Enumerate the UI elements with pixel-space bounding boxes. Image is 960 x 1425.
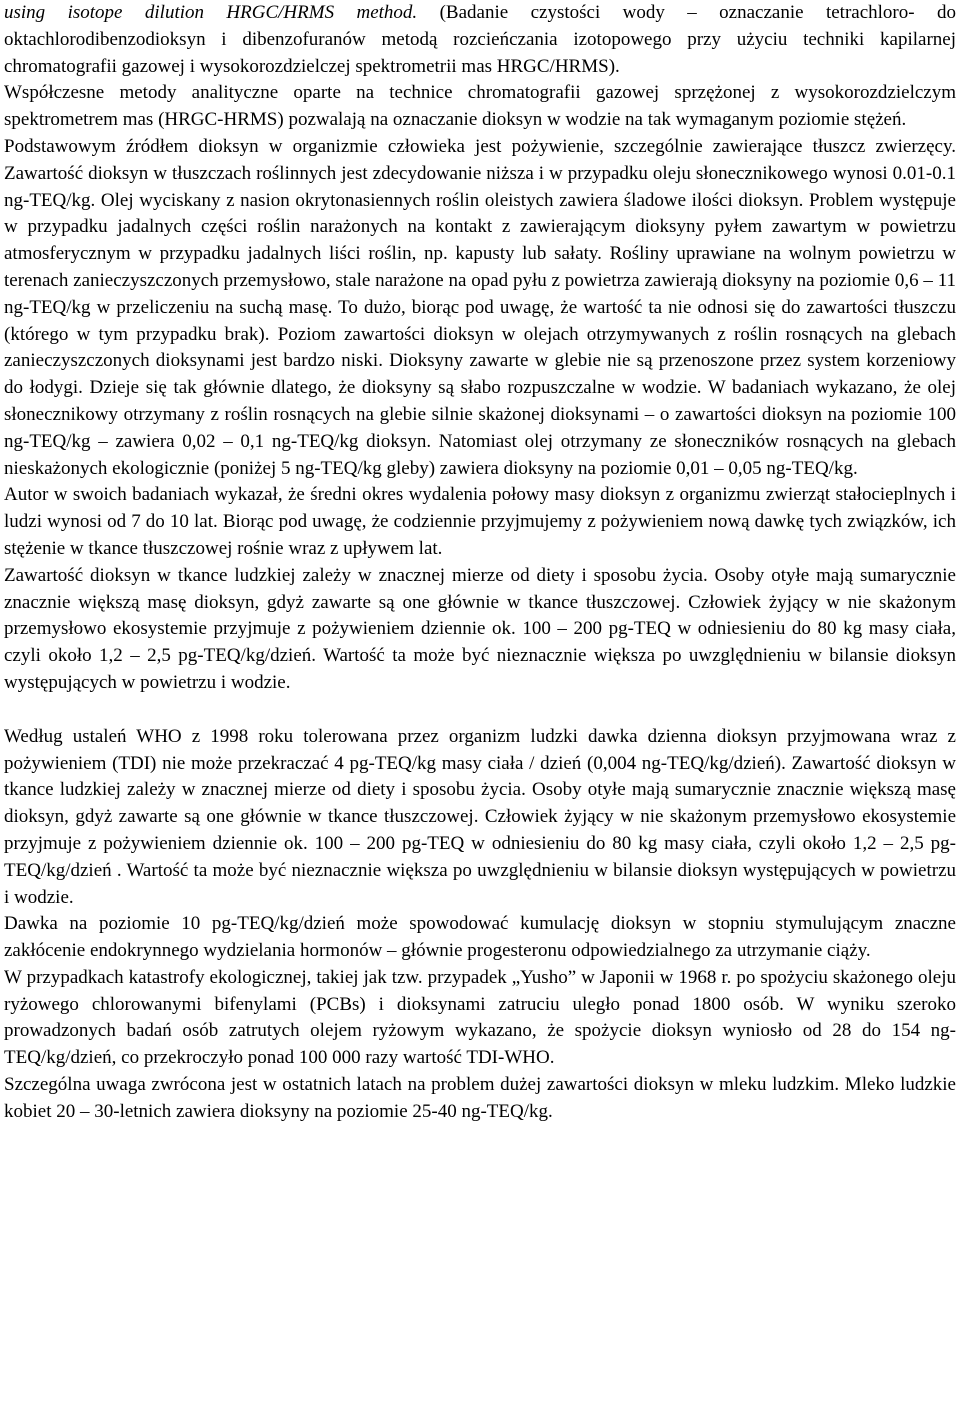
paragraph-who-tdi: Według ustaleń WHO z 1998 roku tolerowana przez organizm ludzki dawka dzienna dioksyn przyjmowana wraz z pożywieniem (TDI) nie może przekraczać 4 pg-TEQ/kg masy ciała / dzień (0,004 ng-TEQ/kg/dzień). Zawartość dioksyn w tkance ludzkiej zależy w znacznej mierze od diety i sposobu życia. Osoby otyłe mają sumarycznie znacznie większą masę dioksyn, gdyż zawarte są one głównie w tkance tłuszczowej. Człowiek żyjący w nie skażonym przemysłowo ekosystemie przyjmuje z pożywieniem dziennie ok. 100 – 200 pg-TEQ w odniesieniu do 80 kg masy ciała, czyli około 1,2 – 2,5 pg-TEQ/kg/dzień . Wartość ta może być nieznacznie większa po uwzględnieniu w bilansie dioksyn występujących w powietrzu i wodzie. (4, 725, 956, 908)
paragraph-dose-effects: Dawka na poziomie 10 pg-TEQ/kg/dzień może spowodować kumulację dioksyn w stopniu stymulującym znaczne zakłócenie endokrynnego wydzielania hormonów – głównie progesteronu odpowiedzialnego za utrzymanie ciąży. (4, 913, 956, 962)
paragraph-human-milk: Szczególna uwaga zwrócona jest w ostatnich latach na problem dużej zawartości dioksyn w mleku ludzkim. Mleko ludzkie kobiet 20 – 30-letnich zawiera dioksyny na poziomie 25-40 ng-TEQ/kg. (4, 1074, 956, 1122)
english-title-fragment: using isotope dilution HRGC/HRMS method. (4, 2, 418, 23)
polish-title-fragment: (Badanie czystości wody – oznaczanie tetrachloro- do oktachlorodibenzodioksyn i dibenzofuranów metodą rozcieńczania izotopowego przy użyciu techniki kapilarnej chromatografii gazowej i wysokorozdzielczej spektrometrii mas HRGC/HRMS). (4, 2, 956, 77)
document-page (4, 0, 956, 1126)
paragraph-method-citation (4, 0, 956, 80)
paragraph-hrgc-hrms: Współczesne metody analityczne oparte na technice chromatografii gazowej sprzężonej z wysokorozdzielczym spektrometrem mas (HRGC-HRMS) pozwalają na oznaczanie dioksyn w wodzie na tak wymaganym poziomie stężeń. (4, 82, 956, 131)
paragraph-dioxin-sources: Podstawowym źródłem dioksyn w organizmie człowieka jest pożywienie, szczególnie zawierające tłuszcz zwierzęcy. Zawartość dioksyn w tłuszczach roślinnych jest zdecydowanie niższa i w przypadku oleju słonecznikowego wynosi 0.01-0.1 ng-TEQ/kg. Olej wyciskany z nasion okrytonasiennych roślin oleistych zawiera śladowe ilości dioksyn. Problem występuje w przypadku jadalnych części roślin narażonych na kontakt z zawierającym dioksyny pyłem zawartym w powietrzu atmosferycznym w przypadku jadalnych liści roślin, np. kapusty lub sałaty. Rośliny uprawiane na wolnym powietrzu w terenach zanieczyszczonych przemysłowo, stale narażone na opad pyłu z powietrza zawierają dioksyny na poziomie 0,6 – 11 ng-TEQ/kg w przeliczeniu na suchą masę. To dużo, biorąc pod uwagę, że wartość ta nie odnosi się do zawartości tłuszczu (którego w tym przypadku brak). Poziom zawartości dioksyn w olejach otrzymywanych z roślin rosnących na glebach zanieczyszczonych dioksynami jest bardzo niski. Dioksyny zawarte w glebie nie są przenoszone przez system korzeniowy do łodygi. Dzieje się tak głównie dlatego, że dioksyny są słabo rozpuszczalne w wodzie. W badaniach wykazano, że olej słonecznikowy otrzymany z roślin rosnących na glebie silnie skażonej dioksynami – o zawartości dioksyn na poziomie 100 ng-TEQ/kg – zawiera 0,02 – 0,1 ng-TEQ/kg dioksyn. Natomiast olej otrzymany ze słoneczników rosnących na glebach nieskażonych ekologicznie (poniżej 5 ng-TEQ/kg gleby) zawiera dioksyny na poziomie 0,01 – 0,05 ng-TEQ/kg. (4, 135, 956, 479)
paragraph-half-life: Autor w swoich badaniach wykazał, że średni okres wydalenia połowy masy dioksyn z organizmu zwierząt stałocieplnych i ludzi wynosi od 7 do 10 lat. Biorąc pod uwagę, że codziennie przyjmujemy z pożywieniem nową dawkę tych związków, ich stężenie w tkance tłuszczowej rośnie wraz z upływem lat. (4, 484, 956, 559)
paragraph-yusho-case: W przypadkach katastrofy ekologicznej, takiej jak tzw. przypadek „Yusho” w Japonii w 1968 r. po spożyciu skażonego oleju ryżowego chlorowanymi bifenylami (PCBs) i dioksynami zatruciu uległo ponad 1800 osób. W wyniku szeroko prowadzonych badań osób zatrutych olejem ryżowym wykazano, że spożycie dioksyn wyniosło od 28 do 154 ng-TEQ/kg/dzień, co przekroczyło ponad 100 000 razy wartość TDI-WHO. (4, 966, 956, 1069)
paragraph-diet-intake: Zawartość dioksyn w tkance ludzkiej zależy w znacznej mierze od diety i sposobu życia. Osoby otyłe mają sumarycznie znacznie większą masę dioksyn, gdyż zawarte są one głównie w tkance tłuszczowej. Człowiek żyjący w nie skażonym przemysłowo ekosystemie przyjmuje z pożywieniem dziennie ok. 100 – 200 pg-TEQ w odniesieniu do 80 kg masy ciała, czyli około 1,2 – 2,5 pg-TEQ/kg/dzień. Wartość ta może być nieznacznie większa po uwzględnieniu w bilansie dioksyn występujących w powietrzu i wodzie. (4, 564, 956, 693)
paragraph-gap (4, 697, 956, 724)
